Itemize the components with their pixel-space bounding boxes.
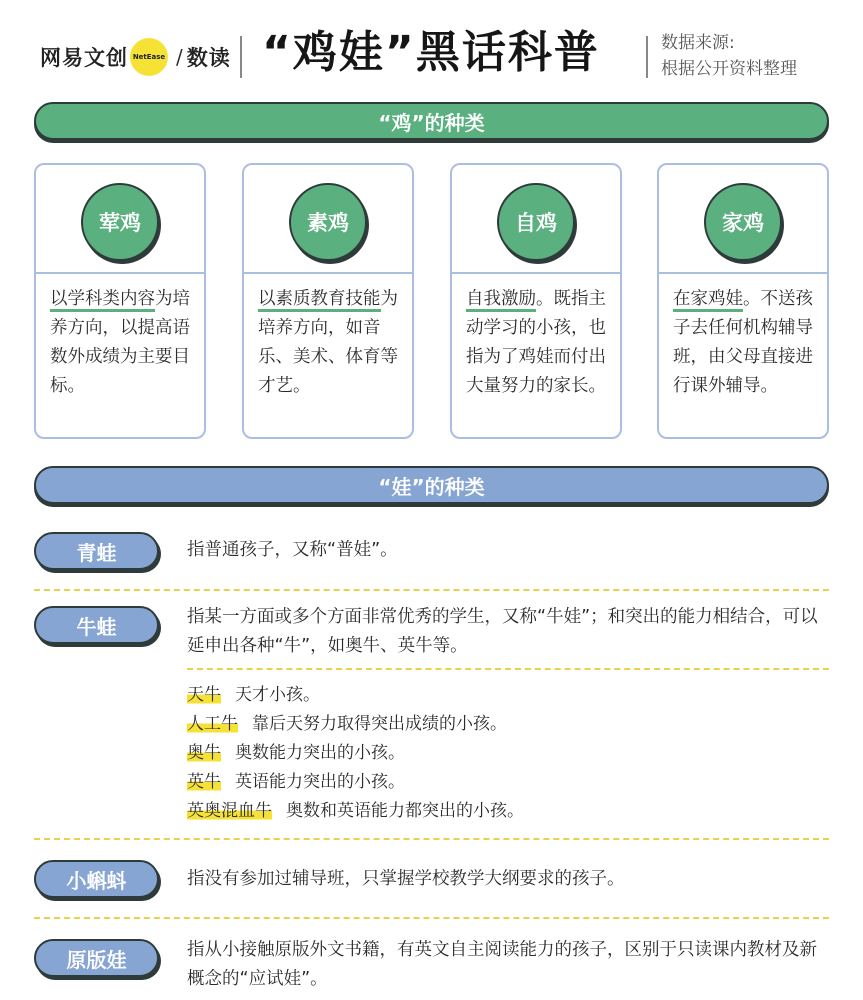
niu-desc: 奥数和英语能力都突出的小孩。	[286, 801, 524, 821]
brand-logo	[40, 38, 231, 76]
niu-term: 人工牛	[187, 714, 238, 734]
card-divider	[659, 272, 827, 274]
desc-highlight: 自我激励	[466, 289, 536, 312]
niu-type-item	[187, 739, 524, 768]
desc-highlight: 以学科类内容	[50, 289, 155, 312]
source-line-1: 数据来源:	[661, 33, 735, 53]
desc-rest: 为培养方向，如音乐、美术、体育等才艺。	[258, 289, 398, 396]
brand-sub: 数读	[186, 46, 231, 70]
baby-type-desc: 指从小接触原版外文书籍，有英文自主阅读能力的孩子，区别于只读课内教材及新概念的“应试娃”。	[187, 940, 817, 989]
niu-term: 奥牛	[187, 743, 221, 763]
niu-term: 天牛	[187, 685, 221, 705]
niu-type-item	[187, 710, 524, 739]
niu-desc: 英语能力突出的小孩。	[235, 772, 405, 792]
desc-rest: 。既指主动学习的小孩，也指为了鸡娃而付出大量努力的家长。	[466, 289, 606, 396]
niu-type-item	[187, 768, 524, 797]
baby-section-title: “娃”的种类	[34, 466, 829, 504]
niu-type-list	[187, 681, 524, 826]
baby-type-desc: 指没有参加过辅导班，只掌握学校教学大纲要求的孩子。	[187, 869, 625, 889]
chicken-card-desc	[258, 285, 402, 401]
chicken-card-name: 家鸡	[704, 183, 782, 261]
chicken-card-name: 自鸡	[497, 183, 575, 261]
desc-rest: 为培养方向，以提高语数外成绩为主要目标。	[50, 289, 190, 396]
row-divider	[34, 917, 829, 919]
baby-type-label: 原版娃	[34, 939, 159, 977]
baby-type-desc: 指普通孩子，又称“普娃”。	[187, 540, 398, 560]
card-divider	[452, 272, 620, 274]
baby-type-label: 青蛙	[34, 532, 159, 570]
brand-mark: NetEase	[130, 38, 168, 76]
chicken-card	[34, 163, 206, 439]
chicken-card-desc	[466, 285, 610, 401]
brand-name: 网易文创	[40, 46, 128, 70]
niu-term: 英牛	[187, 772, 221, 792]
chicken-card-desc	[50, 285, 194, 401]
chicken-card-desc	[673, 285, 817, 401]
source-note	[661, 30, 797, 82]
chicken-card	[657, 163, 829, 439]
card-divider	[36, 272, 204, 274]
header-divider-right	[646, 36, 648, 78]
baby-type-label: 小蝌蚪	[34, 860, 159, 898]
chicken-section-title: “鸡”的种类	[34, 102, 829, 140]
chicken-card-name: 素鸡	[289, 183, 367, 261]
brand-slash: /	[176, 45, 183, 69]
row-divider	[34, 589, 829, 591]
desc-highlight: 在家鸡娃	[673, 289, 743, 312]
niu-type-item	[187, 681, 524, 710]
card-divider	[244, 272, 412, 274]
niu-desc: 天才小孩。	[235, 685, 320, 705]
niu-desc: 靠后天努力取得突出成绩的小孩。	[252, 714, 507, 734]
chicken-card-name: 荤鸡	[81, 183, 159, 261]
sub-divider	[187, 668, 829, 670]
niu-desc: 奥数能力突出的小孩。	[235, 743, 405, 763]
row-divider	[34, 838, 829, 840]
source-line-2: 根据公开资料整理	[661, 59, 797, 79]
baby-type-label: 牛蛙	[34, 606, 159, 644]
baby-type-desc: 指某一方面或多个方面非常优秀的学生，又称“牛娃”；和突出的能力相结合，可以延申出各种“牛”，如奥牛、英牛等。	[187, 607, 818, 656]
page-title: “鸡娃”黑话科普	[262, 27, 600, 78]
niu-type-item	[187, 797, 524, 826]
chicken-card	[450, 163, 622, 439]
chicken-card	[242, 163, 414, 439]
desc-rest: 。不送孩子去任何机构辅导班，由父母直接进行课外辅导。	[673, 289, 813, 396]
desc-highlight: 以素质教育技能	[258, 289, 381, 312]
header-divider-left	[240, 36, 242, 78]
niu-term: 英奥混血牛	[187, 801, 272, 821]
